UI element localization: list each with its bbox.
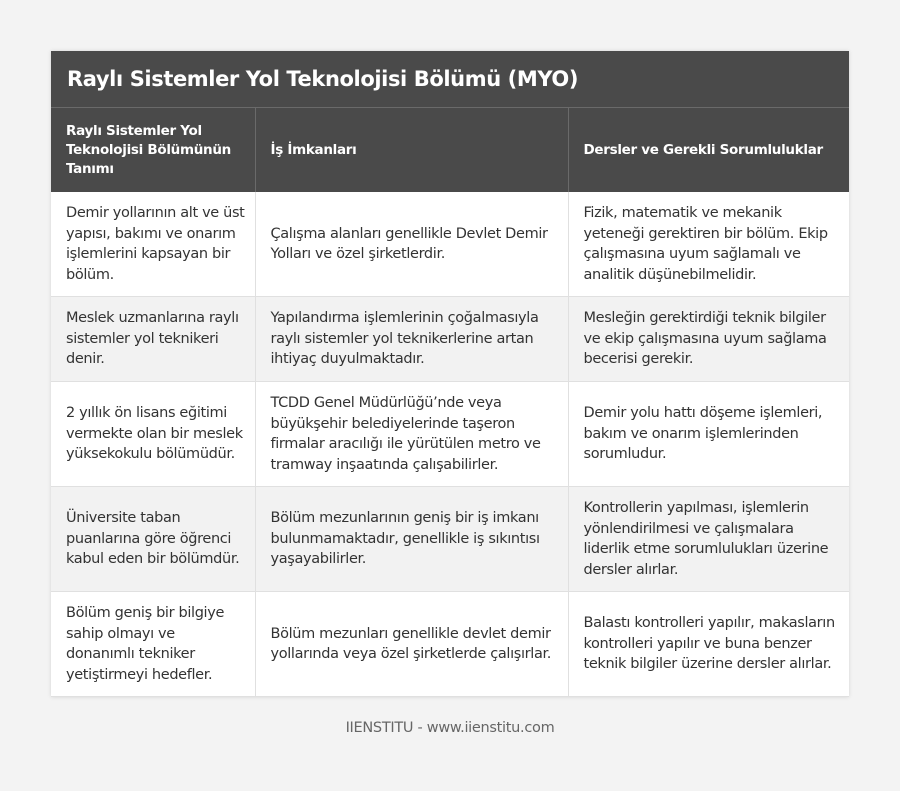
info-table-card (51, 51, 849, 697)
table-cell: Çalışma alanları genellikle Devlet Demir Yolları ve özel şirketlerdir. (255, 192, 568, 297)
table-cell: 2 yıllık ön lisans eğitimi vermekte olan bir meslek yüksekokulu bölümüdür. (51, 382, 255, 487)
table-cell: Kontrollerin yapılması, işlemlerin yönlendirilmesi ve çalışmalara liderlik etme sorumlulukları üzerine dersler alırlar. (568, 487, 849, 592)
table-row (51, 297, 849, 382)
table-cell: Meslek uzmanlarına raylı sistemler yol teknikeri denir. (51, 297, 255, 382)
table-cell: Yapılandırma işlemlerinin çoğalmasıyla raylı sistemler yol teknikerlerine artan ihtiyaç duyulmaktadır. (255, 297, 568, 382)
header-row (51, 108, 849, 192)
table-row (51, 592, 849, 697)
table-row (51, 487, 849, 592)
column-header-courses-responsibilities: Dersler ve Gerekli Sorumluluklar (568, 108, 849, 192)
table-row (51, 192, 849, 297)
info-table (51, 108, 849, 697)
column-header-definition: Raylı Sistemler Yol Teknolojisi Bölümünün Tanımı (51, 108, 255, 192)
table-cell: Fizik, matematik ve mekanik yeteneği gerektiren bir bölüm. Ekip çalışmasına uyum sağlamalı ve analitik düşünebilmelidir. (568, 192, 849, 297)
table-cell: TCDD Genel Müdürlüğü’nde veya büyükşehir belediyelerinde taşeron firmalar aracılığı ile yürütülen metro ve tramway inşaatında çalışabilirler. (255, 382, 568, 487)
table-cell: Demir yolu hattı döşeme işlemleri, bakım ve onarım işlemlerinden sorumludur. (568, 382, 849, 487)
table-cell: Bölüm mezunlarının geniş bir iş imkanı bulunmamaktadır, genellikle iş sıkıntısı yaşayabilirler. (255, 487, 568, 592)
table-cell: Üniversite taban puanlarına göre öğrenci kabul eden bir bölümdür. (51, 487, 255, 592)
table-cell: Bölüm mezunları genellikle devlet demir yollarında veya özel şirketlerde çalışırlar. (255, 592, 568, 697)
table-row (51, 382, 849, 487)
column-header-job-opportunities: İş İmkanları (255, 108, 568, 192)
table-cell: Bölüm geniş bir bilgiye sahip olmayı ve donanımlı tekniker yetiştirmeyi hedefler. (51, 592, 255, 697)
table-cell: Mesleğin gerektirdiği teknik bilgiler ve ekip çalışmasına uyum sağlama becerisi gerekir. (568, 297, 849, 382)
table-cell: Demir yollarının alt ve üst yapısı, bakımı ve onarım işlemlerini kapsayan bir bölüm. (51, 192, 255, 297)
footer-credit: IIENSTITU - www.iienstitu.com (345, 720, 555, 736)
table-title: Raylı Sistemler Yol Teknolojisi Bölümü (MYO) (51, 51, 849, 108)
table-cell: Balastı kontrolleri yapılır, makasların kontrolleri yapılır ve buna benzer teknik bilgiler üzerine dersler alırlar. (568, 592, 849, 697)
